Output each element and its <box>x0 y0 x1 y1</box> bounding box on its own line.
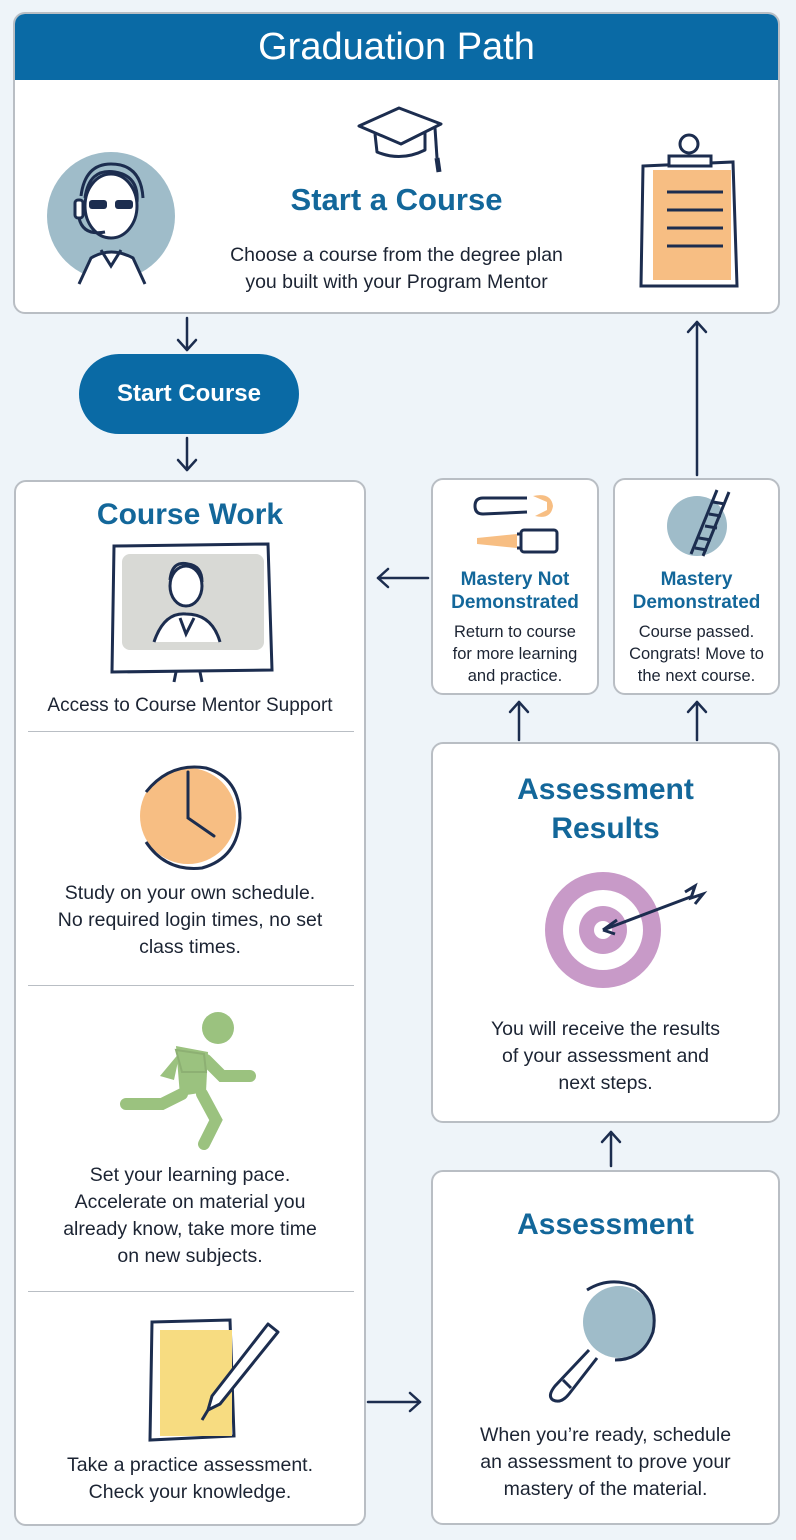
desc-line: Congrats! Move to <box>629 645 764 663</box>
assessment-card <box>431 1170 780 1525</box>
mastery-not-description <box>433 621 597 687</box>
start-course-title: Start a Course <box>290 182 503 217</box>
section-line: already know, take more time <box>63 1218 317 1240</box>
mastery-yes-description <box>615 621 778 687</box>
results-title <box>433 770 778 848</box>
description-line: Choose a course from the degree plan <box>230 244 563 266</box>
desc-line: mastery of the material. <box>503 1478 708 1500</box>
assessment-description <box>433 1422 778 1503</box>
desc-line: and practice. <box>467 667 563 685</box>
page-title: Graduation Path <box>15 14 778 80</box>
section-line: Set your learning pace. <box>89 1164 291 1186</box>
section-line: No required login times, no set <box>57 909 323 931</box>
title-line: Mastery <box>660 569 733 590</box>
desc-line: You will receive the results <box>490 1018 721 1040</box>
notepad-pen-icon <box>144 1316 284 1446</box>
mastery-not-title <box>433 568 597 614</box>
runner-icon <box>120 1010 256 1152</box>
title-line: Mastery Not <box>460 569 570 590</box>
desc-line: of your assessment and <box>501 1045 710 1067</box>
tools-icon <box>471 494 563 556</box>
schedule-text <box>16 880 364 961</box>
start-course-button[interactable]: Start Course <box>79 354 299 434</box>
section-line: Check your knowledge. <box>88 1481 292 1503</box>
desc-line: for more learning <box>452 645 578 663</box>
assessment-title: Assessment <box>517 1208 694 1241</box>
desc-line: an assessment to prove your <box>480 1451 731 1473</box>
divider <box>28 731 354 732</box>
ladder-icon <box>665 488 735 560</box>
section-line: Access to Course Mentor Support <box>47 695 333 716</box>
desc-line: Course passed. <box>638 623 755 641</box>
section-line: Take a practice assessment. <box>66 1454 314 1476</box>
results-description <box>433 1016 778 1097</box>
computer-monitor-icon <box>108 542 280 686</box>
clock-icon <box>136 762 246 872</box>
title-line: Demonstrated <box>632 592 761 613</box>
mastery-yes-title <box>615 568 778 614</box>
desc-line: the next course. <box>637 667 756 685</box>
title-line: Assessment <box>517 773 694 806</box>
description-line: you built with your Program Mentor <box>245 271 548 293</box>
divider <box>28 1291 354 1292</box>
magnifying-glass-icon <box>539 1280 659 1406</box>
mastery-demonstrated-card <box>613 478 780 695</box>
section-line: Study on your own schedule. <box>64 882 316 904</box>
practice-assessment-text <box>16 1452 364 1506</box>
mastery-not-demonstrated-card <box>431 478 599 695</box>
learning-pace-text <box>16 1162 364 1270</box>
course-work-card <box>14 480 366 1526</box>
target-icon <box>545 870 715 990</box>
title-line: Results <box>551 812 660 845</box>
section-line: Accelerate on material you <box>74 1191 306 1213</box>
desc-line: next steps. <box>558 1072 653 1094</box>
course-work-title: Course Work <box>96 498 284 531</box>
divider <box>28 985 354 986</box>
title-line: Demonstrated <box>451 592 579 613</box>
desc-line: When you’re ready, schedule <box>479 1424 732 1446</box>
desc-line: Return to course <box>454 623 576 641</box>
section-line: class times. <box>139 936 241 958</box>
assessment-results-card <box>431 742 780 1123</box>
section-line: on new subjects. <box>117 1245 263 1267</box>
course-mentor-support-text <box>16 692 364 719</box>
